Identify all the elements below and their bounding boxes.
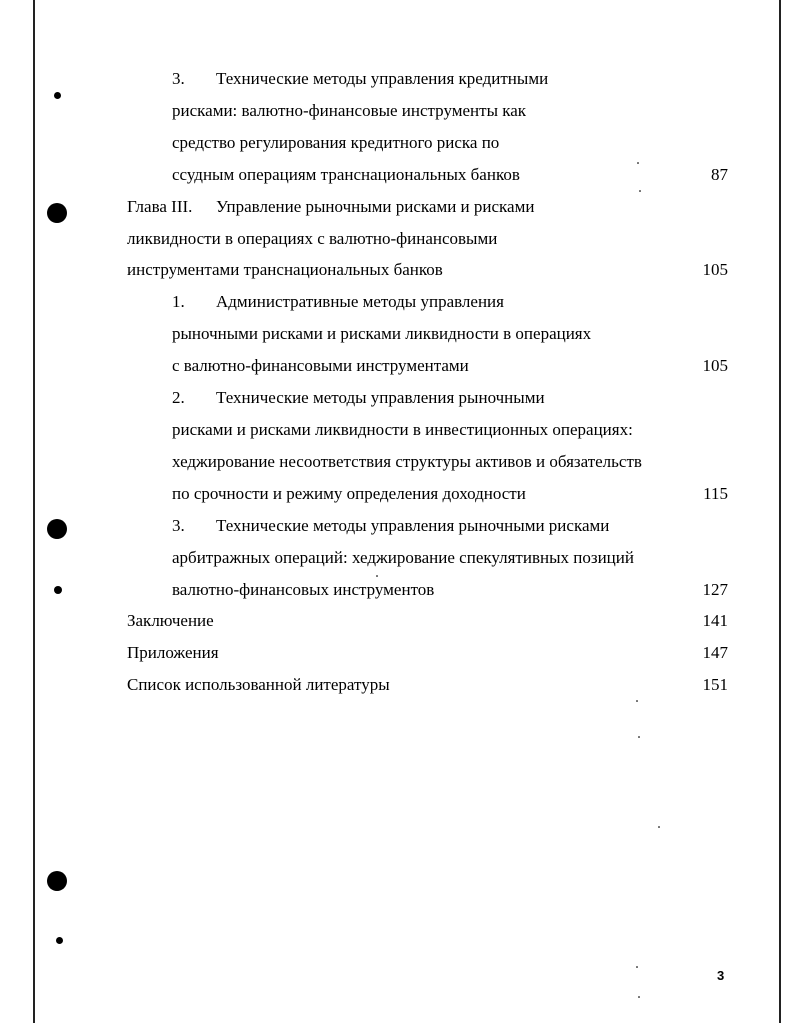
toc-page-number: 127 bbox=[702, 580, 728, 599]
toc-conclusion: Заключение bbox=[127, 611, 214, 630]
toc-page-number: 141 bbox=[702, 611, 728, 630]
toc-section-title: арбитражных операций: хеджирование спекулятивных позиций bbox=[172, 548, 634, 567]
punch-hole bbox=[47, 519, 67, 539]
toc-references: Список использованной литературы bbox=[127, 675, 390, 694]
toc-section-title: Технические методы управления рыночными bbox=[216, 388, 545, 407]
punch-hole bbox=[47, 203, 67, 223]
scan-edge-left bbox=[33, 0, 35, 1023]
toc-section-title: по срочности и режиму определения доходности bbox=[172, 484, 526, 503]
scan-speck bbox=[639, 190, 641, 192]
scan-speck bbox=[636, 700, 638, 702]
toc-section-title: Технические методы управления рыночными рисками bbox=[216, 516, 610, 535]
toc-section-title: ссудным операциям транснациональных банков bbox=[172, 165, 520, 184]
toc-page-number: 151 bbox=[702, 675, 728, 694]
toc-section-title: рыночными рисками и рисками ликвидности в операциях bbox=[172, 324, 592, 343]
toc-appendices: Приложения bbox=[127, 643, 219, 662]
toc-page-number: 115 bbox=[703, 484, 728, 503]
toc-section-title: рисками: валютно-финансовые инструменты как bbox=[172, 101, 527, 120]
scan-speck bbox=[376, 575, 378, 577]
toc-chapter-title: ликвидности в операциях с валютно-финансовыми bbox=[127, 229, 498, 248]
toc-section-title: рисками и рисками ликвидности в инвестиционных операциях: bbox=[172, 420, 633, 439]
scan-edge-right bbox=[779, 0, 781, 1023]
toc-page-number: 147 bbox=[702, 643, 728, 662]
toc-section-title: с валютно-финансовыми инструментами bbox=[172, 356, 469, 375]
punch-hole bbox=[54, 586, 62, 594]
scan-speck bbox=[638, 996, 640, 998]
toc-section-number: 2. bbox=[172, 388, 185, 407]
scan-speck bbox=[636, 966, 638, 968]
toc-page-number: 87 bbox=[711, 165, 728, 184]
page-number: 3 bbox=[717, 968, 725, 983]
toc-section-number: 3. bbox=[172, 516, 185, 535]
toc-section-number: 1. bbox=[172, 292, 185, 311]
punch-hole bbox=[47, 871, 67, 891]
scan-speck bbox=[637, 162, 639, 164]
toc-section-title: средство регулирования кредитного риска по bbox=[172, 133, 500, 152]
toc-page-number: 105 bbox=[702, 260, 728, 279]
toc-section-title: Административные методы управления bbox=[216, 292, 504, 311]
punch-hole bbox=[56, 937, 63, 944]
toc-chapter-title: Управление рыночными рисками и рисками bbox=[216, 197, 535, 216]
toc-section-title: валютно-финансовых инструментов bbox=[172, 580, 435, 599]
toc-chapter-label: Глава III. bbox=[127, 197, 193, 216]
toc-section-title: хеджирование несоответствия структуры активов и обязательств bbox=[172, 452, 642, 471]
scan-speck bbox=[658, 826, 660, 828]
toc-page-number: 105 bbox=[702, 356, 728, 375]
toc-section-title: Технические методы управления кредитными bbox=[216, 69, 549, 88]
punch-hole bbox=[54, 92, 61, 99]
scan-speck bbox=[638, 736, 640, 738]
toc-chapter-title: инструментами транснациональных банков bbox=[127, 260, 443, 279]
toc-section-number: 3. bbox=[172, 69, 185, 88]
